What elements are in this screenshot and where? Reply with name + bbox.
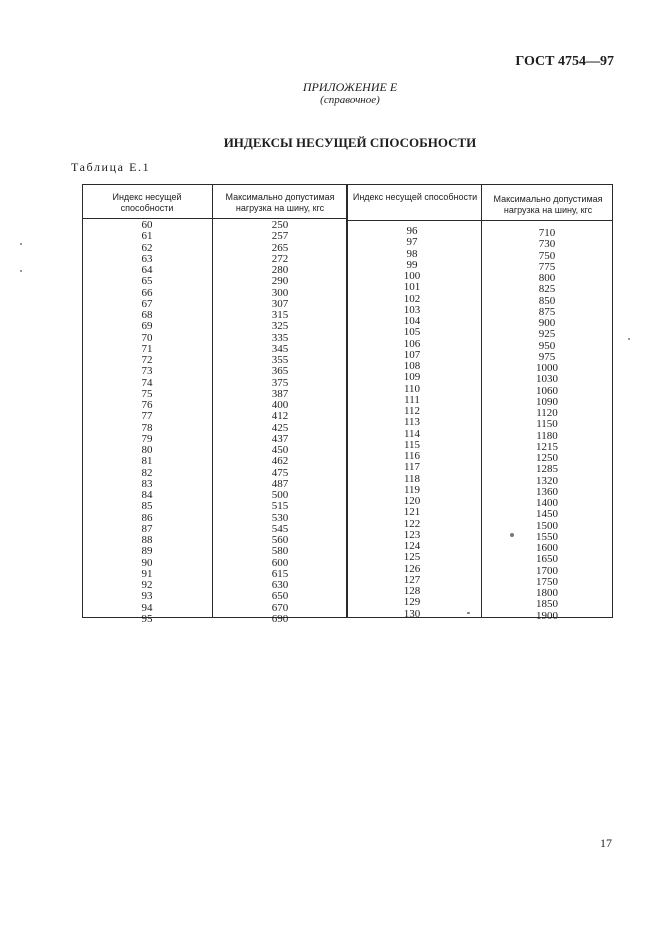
table-cell-max-load: 250 [271, 219, 289, 231]
table-cell-load-index: 105 [403, 326, 421, 339]
scan-speck [628, 338, 630, 340]
table-cell-max-load: 280 [271, 264, 289, 276]
header-separator-right [347, 220, 613, 221]
table-cell-load-index: 95 [141, 612, 153, 625]
table-cell-max-load: 1500 [536, 519, 558, 532]
table-cell-load-index: 125 [403, 551, 421, 564]
table-cell-load-index: 78 [141, 421, 153, 434]
table-cell-load-index: 84 [141, 489, 153, 501]
table-cell-max-load: 1250 [536, 452, 558, 464]
table-cell-max-load: 1900 [536, 609, 558, 622]
table-cell-max-load: 825 [538, 283, 556, 296]
table-cell-load-index: 108 [403, 360, 421, 372]
table-cell-max-load: 1650 [536, 553, 558, 566]
table-cell-load-index: 65 [141, 275, 153, 288]
appendix-title: ПРИЛОЖЕНИЕ Е [302, 80, 398, 94]
table-divider [212, 184, 213, 618]
table-cell-load-index: 98 [406, 247, 418, 260]
table-cell-max-load: 900 [538, 317, 556, 329]
table-cell-max-load: 1360 [536, 485, 558, 498]
table-cell-load-index: 121 [403, 506, 421, 519]
table-cell-max-load: 630 [271, 579, 289, 591]
table-cell-max-load: 462 [271, 455, 289, 468]
table-cell-max-load: 290 [271, 275, 289, 288]
table-cell-load-index: 127 [403, 573, 421, 586]
table-cell-load-index: 79 [141, 432, 153, 445]
table-cell-load-index: 64 [141, 264, 153, 276]
table-cell-max-load: 500 [271, 489, 289, 501]
table-cell-load-index: 113 [403, 416, 421, 429]
table-cell-max-load: 387 [271, 387, 289, 400]
table-cell-load-index: 72 [141, 354, 153, 366]
table-cell-load-index: 83 [141, 477, 153, 490]
table-cell-load-index: 122 [403, 517, 421, 530]
scan-speck [20, 243, 22, 245]
table-cell-load-index: 119 [403, 483, 421, 496]
table-cell-load-index: 118 [403, 472, 421, 485]
table-cell-load-index: 112 [403, 405, 421, 417]
table-cell-load-index: 60 [141, 219, 153, 231]
table-cell-load-index: 107 [403, 348, 421, 361]
table-cell-max-load: 272 [271, 252, 289, 265]
table-cell-max-load: 600 [271, 556, 289, 569]
table-cell-load-index: 91 [141, 567, 153, 580]
column-header-max-load: Максимально допустимая нагрузка на шину, кгс [225, 192, 335, 213]
table-cell-load-index: 90 [141, 556, 153, 569]
table-cell-load-index: 104 [403, 315, 421, 327]
table-cell-max-load: 355 [271, 354, 289, 366]
table-cell-max-load: 325 [271, 320, 289, 333]
table-cell-load-index: 128 [403, 585, 421, 597]
table-cell-max-load: 1090 [536, 395, 558, 408]
table-cell-max-load: 1700 [536, 564, 558, 577]
table-cell-load-index: 103 [403, 303, 421, 316]
table-cell-load-index: 81 [141, 455, 153, 468]
table-cell-load-index: 114 [403, 427, 421, 440]
table-cell-load-index: 99 [406, 258, 418, 271]
column-max-load-250-690 [240, 220, 320, 625]
table-cell-load-index: 71 [141, 342, 153, 355]
table-cell-max-load: 615 [271, 567, 289, 580]
table-cell-load-index: 115 [403, 438, 421, 451]
table-cell-max-load: 315 [271, 309, 289, 321]
table-cell-max-load: 1180 [536, 429, 558, 442]
table-cell-load-index: 61 [141, 230, 153, 243]
table-cell-max-load: 580 [271, 545, 289, 558]
table-cell-load-index: 73 [141, 365, 153, 378]
standard-number: ГОСТ 4754—97 [515, 54, 614, 69]
table-cell-max-load: 545 [271, 522, 289, 535]
scan-speck [510, 533, 514, 537]
section-title: ИНДЕКСЫ НЕСУЩЕЙ СПОСОБНОСТИ [223, 135, 477, 150]
scan-speck [20, 270, 22, 272]
table-cell-load-index: 97 [406, 236, 418, 249]
table-cell-load-index: 69 [141, 320, 153, 333]
table-cell-load-index: 117 [403, 461, 421, 474]
appendix-subtitle: (справочное) [320, 94, 380, 106]
table-cell-load-index: 89 [141, 545, 153, 558]
table-cell-max-load: 875 [538, 305, 556, 318]
table-cell-max-load: 487 [271, 477, 289, 490]
table-cell-load-index: 82 [141, 466, 153, 479]
table-cell-max-load: 515 [271, 500, 289, 513]
table-divider-center [346, 184, 348, 618]
table-cell-load-index: 86 [141, 511, 153, 524]
table-cell-load-index: 96 [406, 225, 418, 237]
table-cell-max-load: 1285 [536, 463, 558, 476]
table-cell-max-load: 1320 [536, 474, 558, 487]
table-cell-load-index: 93 [141, 590, 153, 603]
column-load-index-96-130 [372, 226, 452, 620]
table-cell-load-index: 111 [404, 393, 420, 406]
table-cell-max-load: 1800 [536, 587, 558, 599]
table-cell-load-index: 116 [403, 450, 421, 462]
table-border-left [82, 184, 83, 618]
table-cell-max-load: 1060 [536, 384, 558, 397]
table-cell-max-load: 710 [538, 227, 556, 239]
table-cell-max-load: 950 [538, 339, 556, 352]
column-header-load-index: Индекс несущей способности [112, 192, 182, 213]
table-cell-max-load: 750 [538, 249, 556, 262]
table-cell-max-load: 1850 [536, 598, 558, 611]
table-cell-max-load: 1600 [536, 542, 558, 554]
table-cell-max-load: 670 [271, 601, 289, 614]
table-cell-max-load: 475 [271, 466, 289, 479]
table-cell-max-load: 1120 [536, 407, 558, 419]
table-cell-load-index: 124 [403, 540, 421, 552]
table-cell-load-index: 70 [141, 331, 153, 344]
table-cell-load-index: 101 [403, 281, 421, 294]
table-cell-max-load: 300 [271, 286, 289, 299]
column-load-index-60-95 [112, 220, 182, 625]
table-cell-max-load: 365 [271, 365, 289, 378]
table-cell-load-index: 66 [141, 286, 153, 299]
table-cell-load-index: 67 [141, 297, 153, 310]
table-cell-load-index: 92 [141, 579, 153, 591]
table-cell-load-index: 129 [403, 596, 421, 609]
column-header-load-index: Индекс несущей способности [352, 192, 478, 202]
table-cell-max-load: 650 [271, 590, 289, 603]
table-cell-load-index: 68 [141, 309, 153, 321]
table-cell-max-load: 437 [271, 432, 289, 445]
table-cell-max-load: 975 [538, 350, 556, 363]
table-cell-max-load: 450 [271, 444, 289, 456]
table-cell-max-load: 425 [271, 421, 289, 434]
table-cell-max-load: 257 [271, 230, 289, 243]
table-cell-max-load: 1215 [536, 440, 558, 453]
table-cell-max-load: 345 [271, 342, 289, 355]
table-cell-max-load: 775 [538, 260, 556, 273]
table-cell-max-load: 1400 [536, 497, 558, 509]
table-cell-max-load: 1750 [536, 575, 558, 588]
table-cell-load-index: 94 [141, 601, 153, 614]
table-cell-max-load: 560 [271, 534, 289, 546]
scan-speck [467, 612, 470, 614]
column-max-load-710-1900 [507, 228, 587, 622]
table-cell-load-index: 106 [403, 337, 421, 350]
table-cell-max-load: 850 [538, 294, 556, 307]
table-cell-load-index: 74 [141, 376, 153, 389]
table-cell-max-load: 1000 [536, 362, 558, 374]
table-cell-load-index: 88 [141, 534, 153, 546]
table-cell-load-index: 62 [141, 241, 153, 254]
table-cell-max-load: 730 [538, 238, 556, 251]
table-cell-max-load: 307 [271, 297, 289, 310]
table-cell-load-index: 77 [141, 410, 153, 423]
table-cell-max-load: 335 [271, 331, 289, 344]
table-border-top [82, 184, 613, 185]
table-cell-load-index: 100 [403, 270, 421, 282]
table-cell-max-load: 530 [271, 511, 289, 524]
table-cell-max-load: 412 [271, 410, 289, 423]
table-divider [481, 184, 482, 618]
table-cell-load-index: 76 [141, 399, 153, 411]
table-cell-load-index: 110 [403, 382, 421, 395]
table-cell-max-load: 1450 [536, 508, 558, 521]
page-number: 17 [600, 836, 612, 850]
table-cell-max-load: 1550 [536, 530, 558, 543]
table-cell-max-load: 925 [538, 328, 556, 341]
table-cell-load-index: 80 [141, 444, 153, 456]
table-cell-max-load: 800 [538, 272, 556, 284]
table-cell-load-index: 75 [141, 387, 153, 400]
table-cell-load-index: 123 [403, 528, 421, 541]
table-cell-load-index: 109 [403, 371, 421, 384]
table-cell-load-index: 87 [141, 522, 153, 535]
table-label: Таблица Е.1 [71, 160, 151, 174]
table-cell-load-index: 130 [403, 607, 421, 620]
table-cell-max-load: 265 [271, 241, 289, 254]
table-cell-max-load: 1030 [536, 373, 558, 386]
table-cell-load-index: 63 [141, 252, 153, 265]
table-border-right [612, 184, 613, 618]
table-cell-max-load: 690 [271, 612, 289, 625]
table-cell-max-load: 1150 [536, 418, 558, 431]
table-cell-load-index: 120 [403, 495, 421, 507]
load-index-table [82, 184, 613, 625]
table-cell-load-index: 85 [141, 500, 153, 513]
table-cell-load-index: 102 [403, 292, 421, 305]
table-cell-max-load: 375 [271, 376, 289, 389]
column-header-max-load: Максимально допустимая нагрузка на шину, кгс [493, 194, 603, 215]
header-separator-left [82, 218, 347, 219]
table-cell-load-index: 126 [403, 562, 421, 575]
table-cell-max-load: 400 [271, 399, 289, 411]
